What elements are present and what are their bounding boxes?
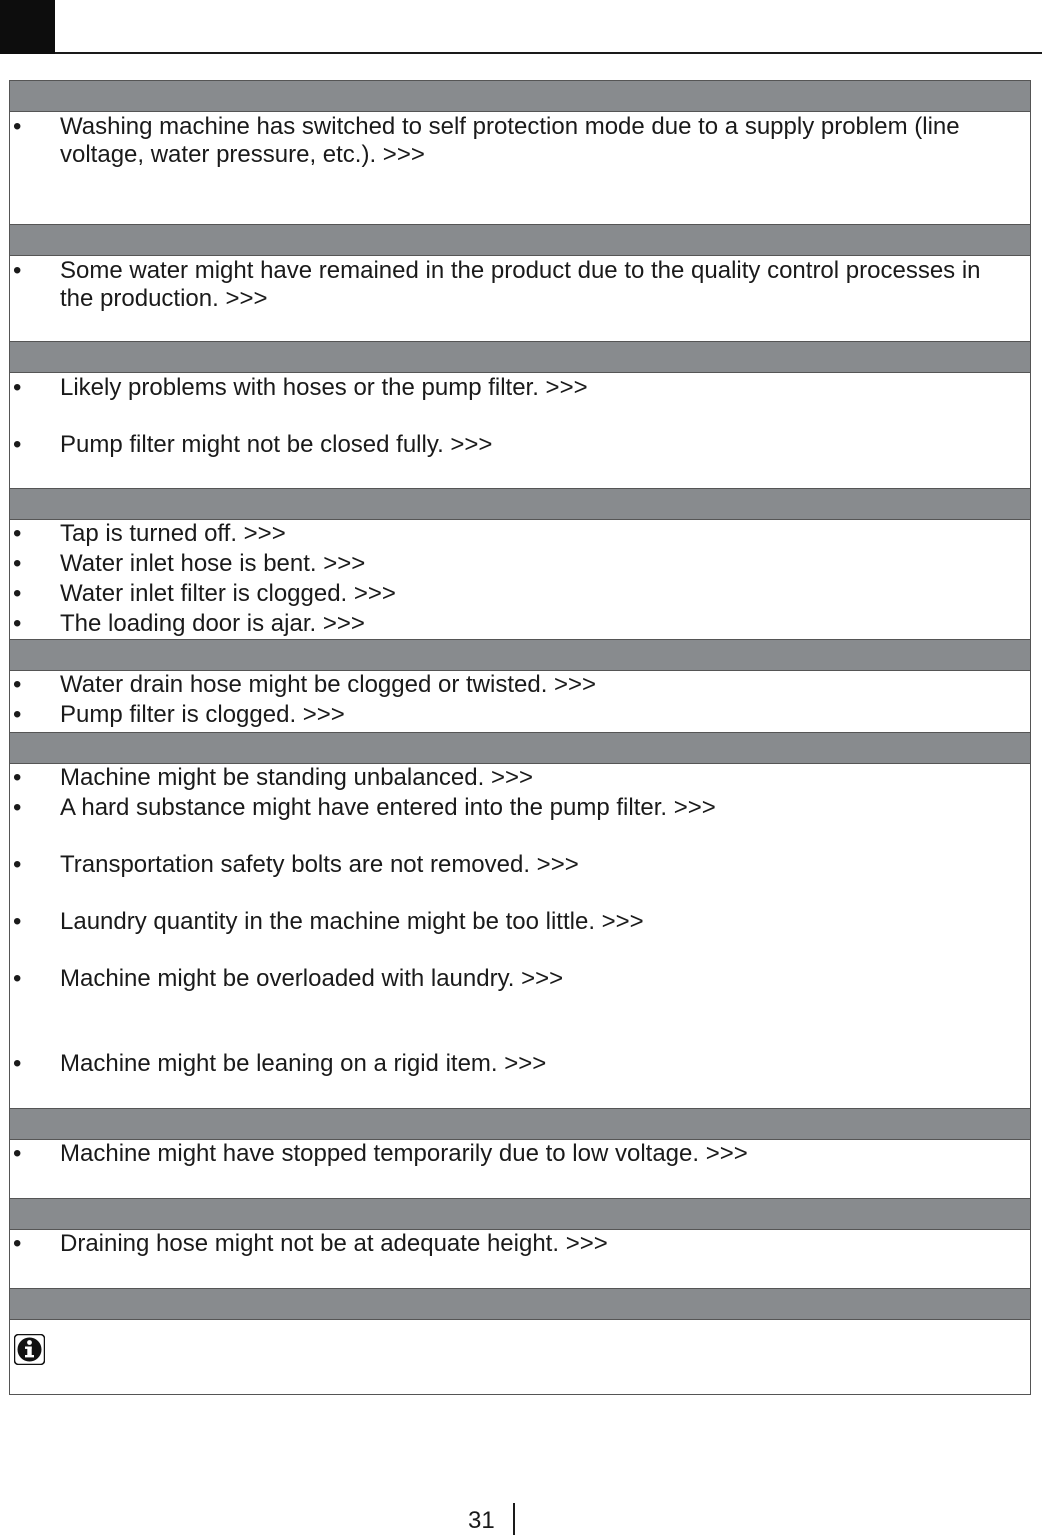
section-header-bar (10, 1198, 1030, 1230)
section-body (10, 112, 1030, 224)
item-text: Machine might have stopped temporarily due to low voltage. >>> (60, 1140, 748, 1167)
bullet: • (13, 764, 22, 791)
page-number: 31 (468, 1507, 495, 1534)
section (9, 732, 1031, 1108)
corner-block (0, 0, 55, 54)
bullet: • (13, 671, 22, 698)
item-text: Draining hose might not be at adequate height. >>> (60, 1230, 608, 1257)
bullet: • (13, 520, 22, 547)
bullet: • (13, 550, 22, 577)
item-text: Water inlet filter is clogged. >>> (60, 580, 396, 607)
item-text: Transportation safety bolts are not removed. >>> (60, 851, 579, 878)
bullet: • (13, 1140, 22, 1167)
section (9, 1108, 1031, 1198)
item-text: The loading door is ajar. >>> (60, 610, 365, 637)
item-text: Likely problems with hoses or the pump filter. >>> (60, 374, 588, 401)
bullet: • (13, 965, 22, 992)
section-body (10, 1140, 1030, 1198)
section-body (10, 764, 1030, 1108)
bullet: • (13, 257, 22, 284)
section-body (10, 373, 1030, 488)
bullet: • (13, 794, 22, 821)
bullet: • (13, 701, 22, 728)
item-text: Machine might be overloaded with laundry. >>> (60, 965, 564, 992)
page-number-rule (513, 1503, 515, 1535)
item-text: Machine might be standing unbalanced. >>> (60, 764, 534, 791)
item-text: Pump filter might not be closed fully. >>> (60, 431, 493, 458)
section (9, 1198, 1031, 1288)
section-header-bar (10, 732, 1030, 764)
section-body (10, 671, 1030, 732)
section-body (10, 1320, 1030, 1395)
item-text: Water drain hose might be clogged or twisted. >>> (60, 671, 597, 698)
item-text: Water inlet hose is bent. >>> (60, 550, 366, 577)
section-body (10, 520, 1030, 639)
section-header-bar (10, 341, 1030, 373)
bullet: • (13, 580, 22, 607)
section (9, 488, 1031, 639)
section-header-bar (10, 1108, 1030, 1140)
item-text: Some water might have remained in the product due to the quality control processes in the production. >>> (60, 257, 981, 312)
section-body (10, 1230, 1030, 1288)
section (9, 639, 1031, 732)
item-text: Washing machine has switched to self protection mode due to a supply problem (line voltage, water pressure, etc.). >>> (60, 113, 960, 168)
item-text: Pump filter is clogged. >>> (60, 701, 345, 728)
bullet: • (13, 1230, 22, 1257)
section-header-bar (10, 1288, 1030, 1320)
troubleshooting-table (9, 80, 1031, 1395)
bullet: • (13, 113, 22, 140)
section (9, 1288, 1031, 1395)
section-header-bar (10, 224, 1030, 256)
section (9, 80, 1031, 224)
bullet: • (13, 431, 22, 458)
item-text: Tap is turned off. >>> (60, 520, 286, 547)
item-text: A hard substance might have entered into the pump filter. >>> (60, 794, 716, 821)
section (9, 341, 1031, 488)
bullet: • (13, 908, 22, 935)
section-header-bar (10, 80, 1030, 112)
section (9, 224, 1031, 341)
section-header-bar (10, 488, 1030, 520)
item-text: Machine might be leaning on a rigid item. >>> (60, 1050, 547, 1077)
bullet: • (13, 610, 22, 637)
info-icon (14, 1334, 45, 1365)
bullet: • (13, 374, 22, 401)
bullet: • (13, 851, 22, 878)
header-rule (55, 52, 1042, 54)
bullet: • (13, 1050, 22, 1077)
item-text: Laundry quantity in the machine might be too little. >>> (60, 908, 644, 935)
section-body (10, 256, 1030, 341)
section-header-bar (10, 639, 1030, 671)
